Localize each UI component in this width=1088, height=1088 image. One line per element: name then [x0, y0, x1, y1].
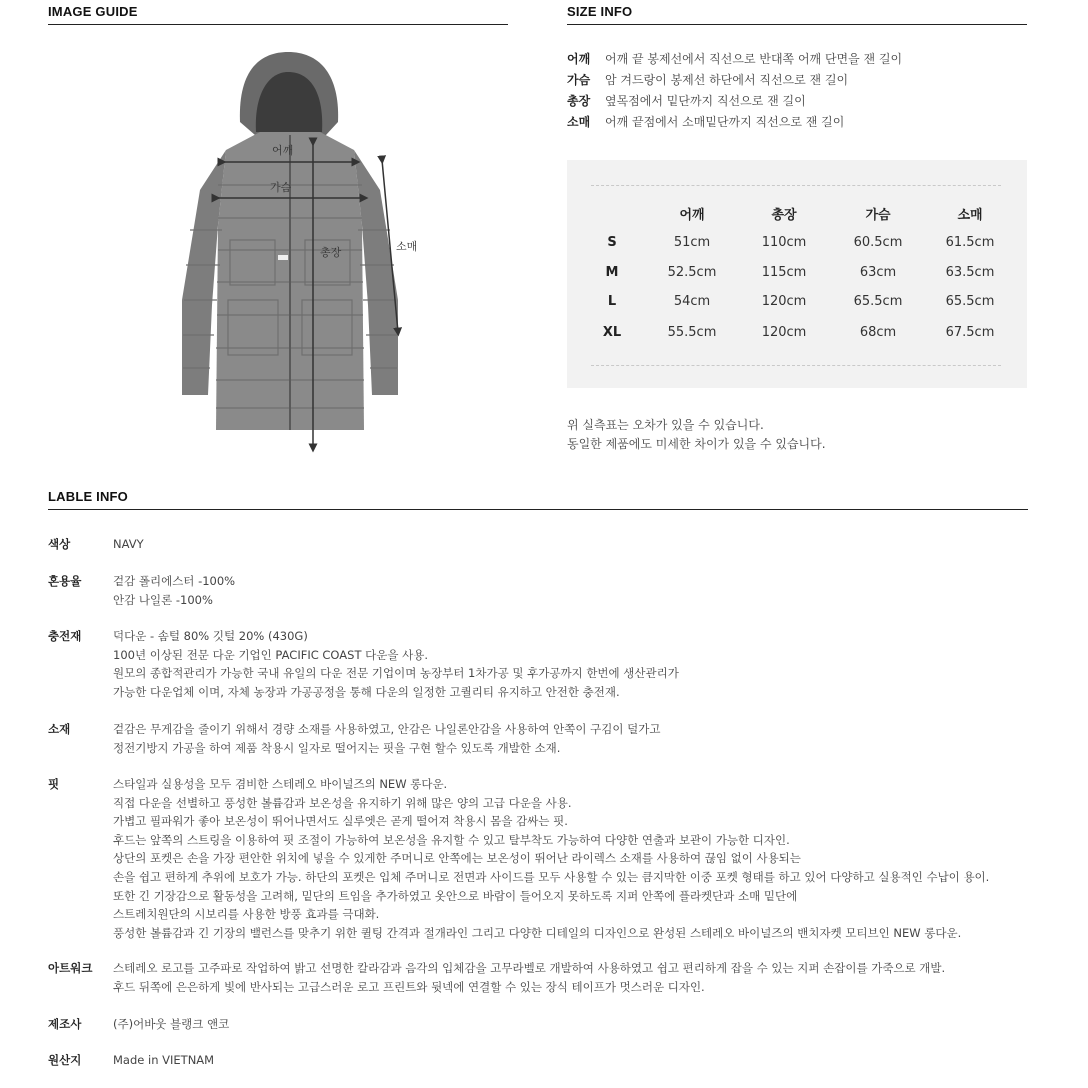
- table-cell: 67.5cm: [945, 325, 995, 340]
- table-divider: [591, 185, 1001, 186]
- size-definition: [567, 113, 844, 130]
- section-divider: [48, 509, 1028, 510]
- info-line: 가능한 다운업체 이며, 자체 농장과 가공공정을 통해 다운의 일정한 고퀄리티 유지하고 안전한 충전재.: [113, 684, 620, 699]
- info-key: 혼용율: [48, 574, 82, 588]
- size-cell: S: [607, 235, 617, 250]
- table-header-cell: 가슴: [865, 208, 891, 223]
- info-value: [113, 720, 1038, 757]
- chest-label: 가슴: [270, 181, 292, 194]
- table-cell: 65.5cm: [853, 294, 903, 309]
- info-line: 후드는 앞쪽의 스트링을 이용하여 핏 조절이 가능하여 보온성을 유지할 수 있고 탈부착도 가능하여 다양한 연출과 보관이 가능한 디자인.: [113, 832, 790, 847]
- info-row-manufacturer: [48, 1015, 1038, 1034]
- info-value: [113, 1015, 1038, 1034]
- table-cell: 61.5cm: [945, 235, 995, 250]
- image-guide-title: IMAGE GUIDE: [48, 4, 138, 19]
- info-line: 후드 뒤쪽에 은은하게 빛에 반사되는 고급스러운 로고 프린트와 뒷넥에 연결할 수 있는 장식 테이프가 멋스러운 디자인.: [113, 979, 705, 994]
- info-row-material: [48, 720, 1038, 757]
- info-line: 또한 긴 기장감으로 활동성을 고려해, 밑단의 트임을 추가하였고 옷안으로 바람이 들어오지 못하도록 지퍼 안쪽에 플라켓단과 소매 밑단에: [113, 888, 798, 903]
- size-definition-term: 가슴: [567, 73, 591, 87]
- size-definition-term: 총장: [567, 94, 591, 108]
- table-row: [567, 235, 1027, 261]
- info-value: [113, 572, 1038, 609]
- size-info-title: SIZE INFO: [567, 4, 633, 19]
- table-cell: 63.5cm: [945, 265, 995, 280]
- info-line: 스테레오 로고를 고주파로 작업하여 밝고 선명한 칼라감과 음각의 입체감을 고무라벨로 개발하여 사용하였고 쉽고 편리하게 잡을 수 있는 지퍼 손잡이를 가죽으로 개발.: [113, 961, 946, 975]
- length-label: 총장: [320, 246, 342, 259]
- info-line: 풍성한 볼륨감과 긴 기장의 밸런스를 맞추기 위한 퀼팅 간격과 절개라인 그리고 다양한 디테일의 디자인으로 완성된 스테레오 바이널즈의 밴치자켓 모티브인 NEW 롱다운.: [113, 925, 962, 940]
- info-key: 핏: [48, 777, 60, 791]
- size-definition: [567, 50, 902, 67]
- info-key: 소재: [48, 722, 71, 736]
- info-line: 스타일과 실용성을 모두 겸비한 스테레오 바이널즈의 NEW 롱다운.: [113, 777, 448, 791]
- table-header-cell: 총장: [771, 208, 797, 223]
- size-definition: [567, 92, 806, 109]
- table-header-cell: 소매: [957, 208, 983, 223]
- info-line: 손을 쉽고 편하게 추위에 보호가 가능. 하단의 포켓은 입체 주머니로 전면과 사이드를 모두 사용할 수 있는 큼지막한 이중 포켓 형태를 하고 있어 다양하고 실용적인 수납이 용이.: [113, 869, 990, 884]
- table-cell: 54cm: [673, 294, 711, 309]
- table-cell: 60.5cm: [853, 235, 903, 250]
- size-definition-desc: 옆목점에서 밑단까지 직선으로 잰 길이: [605, 94, 806, 108]
- size-definition-term: 소매: [567, 115, 591, 129]
- shoulder-label: 어깨: [272, 144, 294, 157]
- info-value: [113, 959, 1038, 996]
- table-cell: 51cm: [673, 235, 711, 250]
- info-value: [113, 1051, 1038, 1070]
- table-row: [567, 325, 1027, 351]
- info-line: 겉감 폴리에스터 -100%: [113, 574, 236, 588]
- size-cell: L: [607, 294, 617, 309]
- info-value: [113, 627, 1038, 701]
- size-definition-desc: 어깨 끝점에서 소매밑단까지 직선으로 잰 길이: [605, 115, 845, 129]
- size-cell: XL: [602, 325, 622, 340]
- table-cell: 120cm: [761, 325, 807, 340]
- info-line: 스트레치원단의 시보리를 사용한 방풍 효과를 극대화.: [113, 907, 380, 922]
- size-note: 동일한 제품에도 미세한 차이가 있을 수 있습니다.: [567, 437, 826, 451]
- info-line: 겉감은 무게감을 줄이기 위해서 경량 소재를 사용하였고, 안감은 나일론안감을 사용하여 안쪽이 구김이 덜가고: [113, 722, 661, 736]
- coat-illustration: [160, 50, 460, 470]
- table-row: [567, 265, 1027, 291]
- info-value: [113, 535, 1038, 554]
- section-divider: [48, 24, 508, 25]
- info-line: 원모의 종합적관리가 가능한 국내 유일의 다운 전문 기업이며 농장부터 1차가공 및 후가공까지 한번에 생산관리가: [113, 666, 679, 681]
- info-row-fit: [48, 775, 1038, 942]
- size-definition-desc: 어깨 끝 봉제선에서 직선으로 반대쪽 어깨 단면을 잰 길이: [605, 52, 903, 66]
- info-key: 색상: [48, 537, 71, 551]
- info-row-artwork: [48, 959, 1038, 996]
- label-info-title: LABLE INFO: [48, 489, 128, 504]
- info-row-origin: [48, 1051, 1038, 1070]
- info-row-color: [48, 535, 1038, 554]
- info-row-filling: [48, 627, 1038, 701]
- table-row: [567, 294, 1027, 320]
- size-definition-term: 어깨: [567, 52, 591, 66]
- info-line: (주)어바웃 블랭크 앤코: [113, 1017, 230, 1031]
- sleeve-label: 소매: [396, 240, 418, 253]
- info-line: NAVY: [113, 537, 144, 551]
- table-cell: 110cm: [761, 235, 807, 250]
- table-cell: 115cm: [761, 265, 807, 280]
- info-value: [113, 775, 1038, 942]
- size-definition: [567, 71, 848, 88]
- size-definition-desc: 암 겨드랑이 봉제선 하단에서 직선으로 잰 길이: [605, 73, 849, 87]
- info-key: 원산지: [48, 1053, 82, 1067]
- info-line: 100년 이상된 전문 다운 기업인 PACIFIC COAST 다운을 사용.: [113, 647, 428, 662]
- info-line: 상단의 포켓은 손을 가장 편안한 위치에 넣을 수 있게한 주머니로 안쪽에는 보온성이 뛰어난 라이렉스 소재를 사용하여 끊임 없이 사용되는: [113, 851, 801, 866]
- info-line: 가볍고 필파워가 좋아 보온성이 뛰어나면서도 실루엣은 곧게 떨어져 착용시 몸을 감싸는 핏.: [113, 814, 568, 829]
- info-line: 안감 나일론 -100%: [113, 592, 213, 607]
- info-line: Made in VIETNAM: [113, 1053, 215, 1067]
- table-cell: 68cm: [859, 325, 897, 340]
- size-note: 위 실측표는 오차가 있을 수 있습니다.: [567, 418, 764, 432]
- table-cell: 63cm: [859, 265, 897, 280]
- table-header-row: [567, 204, 1027, 230]
- info-line: 덕다운 - 솜털 80% 깃털 20% (430G): [113, 629, 308, 643]
- info-row-composition: [48, 572, 1038, 609]
- info-line: 직접 다운을 선별하고 풍성한 볼륨감과 보온성을 유지하기 위해 많은 양의 고급 다운을 사용.: [113, 795, 572, 810]
- table-cell: 52.5cm: [667, 265, 717, 280]
- table-header-cell: 어깨: [679, 208, 705, 223]
- info-key: 제조사: [48, 1017, 82, 1031]
- info-line: 정전기방지 가공을 하여 제품 착용시 일자로 떨어지는 핏을 구현 할수 있도록 개발한 소재.: [113, 740, 561, 755]
- table-cell: 120cm: [761, 294, 807, 309]
- info-key: 충전재: [48, 629, 82, 643]
- size-cell: M: [605, 265, 619, 280]
- info-key: 아트워크: [48, 961, 93, 975]
- size-table: [567, 160, 1027, 388]
- table-divider: [591, 365, 1001, 366]
- table-cell: 55.5cm: [667, 325, 717, 340]
- table-cell: 65.5cm: [945, 294, 995, 309]
- section-divider: [567, 24, 1027, 25]
